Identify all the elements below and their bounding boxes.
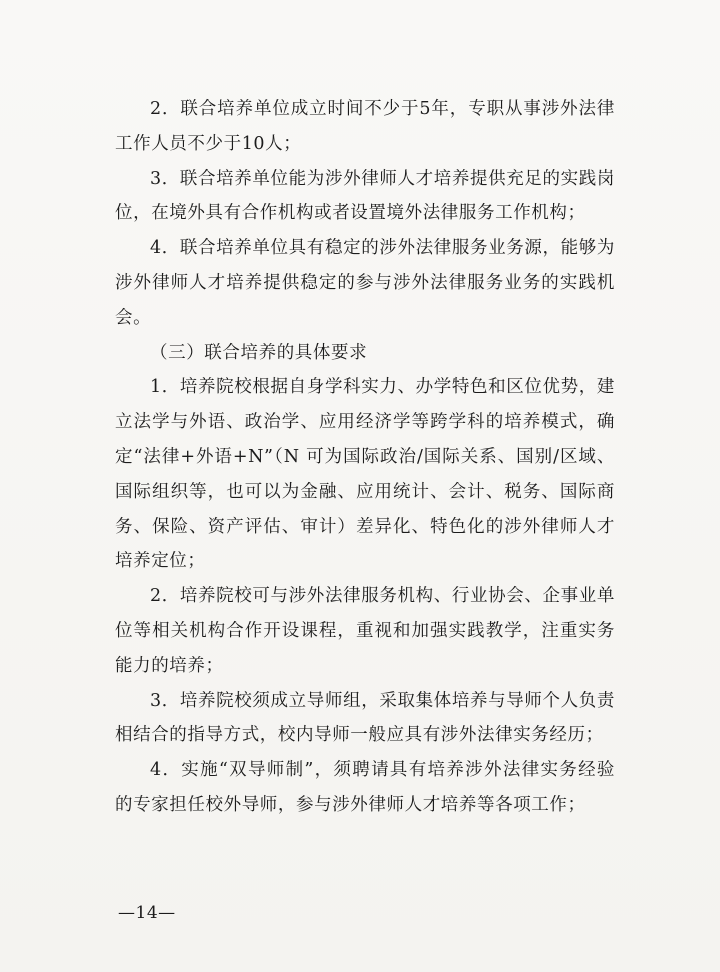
paragraph-requirement-2: 2．联合培养单位成立时间不少于5年，专职从事涉外法律工作人员不少于10人；: [115, 99, 615, 154]
paragraph-specific-3: 3．培养院校须成立导师组，采取集体培养与导师个人负责相结合的指导方式，校内导师一般应具有涉外法律实务经历；: [115, 690, 615, 746]
paragraph-specific-1: 1．培养院校根据自身学科实力、办学特色和区位优势，建立法学与外语、政治学、应用经济学等跨学科的培养模式，确定“法律+外语+N”（N 可为国际政治/国际关系、国别/区域、国际组织等，也可以为金融、应用统计、会计、税务、国际商务、保险、资产评估、审计）差异化、特色化的涉外律师人才培养定位；: [115, 377, 615, 572]
document-body: [115, 92, 615, 823]
paragraph-requirement-3: 3．联合培养单位能为涉外律师人才培养提供充足的实践岗位，在境外具有合作机构或者设置境外法律服务工作机构；: [115, 168, 615, 224]
paragraph-requirement-4: 4．联合培养单位具有稳定的涉外法律服务业务源，能够为涉外律师人才培养提供稳定的参与涉外法律服务业务的实践机会。: [115, 238, 615, 328]
section-heading: （三）联合培养的具体要求: [150, 342, 368, 363]
page-number: —14—: [118, 903, 176, 923]
paragraph-specific-2: 2．培养院校可与涉外法律服务机构、行业协会、企事业单位等相关机构合作开设课程，重视和加强实践教学，注重实务能力的培养；: [115, 586, 615, 676]
paragraph-specific-4: 4．实施“双导师制”，须聘请具有培养涉外法律实务经验的专家担任校外导师，参与涉外律师人才培养等各项工作；: [115, 760, 615, 815]
